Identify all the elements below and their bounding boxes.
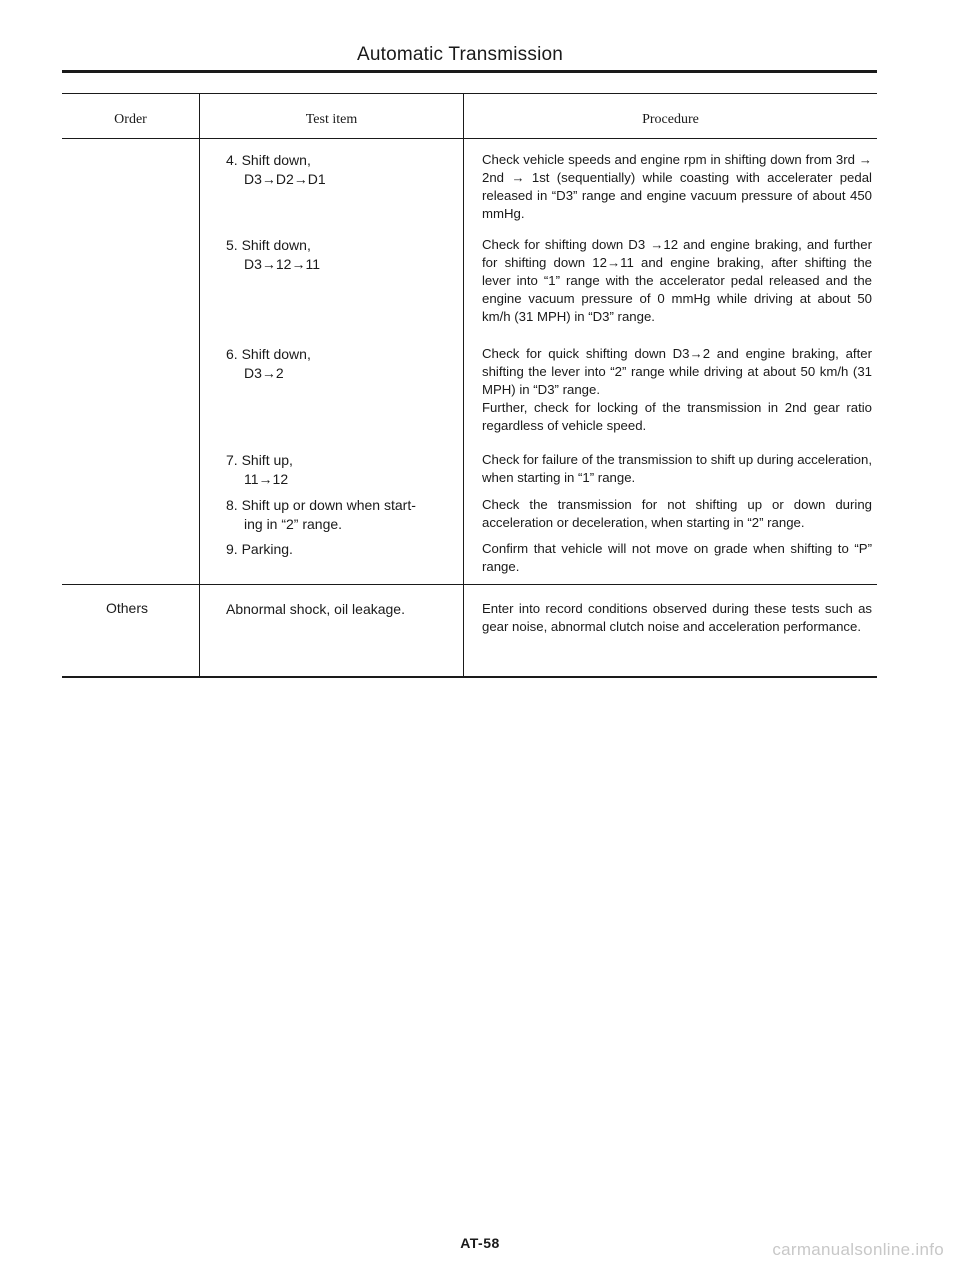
test-item-label: 5. Shift down,	[226, 237, 311, 253]
header-rule	[62, 70, 877, 73]
test-item-label: 9. Parking.	[226, 541, 293, 557]
test-item-sub: D3→2	[244, 365, 284, 381]
test-item-cell	[226, 236, 458, 274]
test-item-cell: Abnormal shock, oil leakage.	[226, 601, 405, 617]
table-top-rule	[62, 93, 877, 94]
procedure-extra-text: Further, check for locking of the transmission in 2nd gear ratio regardless of vehicle speed.	[482, 400, 872, 433]
test-item-cell	[226, 451, 458, 489]
column-header-test-item: Test item	[305, 112, 358, 127]
header-row-rule	[62, 138, 877, 139]
test-item-label: 4. Shift down,	[226, 152, 311, 168]
page-title: Automatic Transmission	[356, 44, 564, 65]
others-row-rule	[62, 584, 877, 585]
test-item-label: 8. Shift up or down when start-	[226, 497, 416, 513]
column-divider-1	[199, 93, 200, 677]
page-number: AT-58	[460, 1235, 500, 1251]
column-header-procedure: Procedure	[642, 112, 699, 127]
procedure-cell: Check the transmission for not shifting up or down during acceleration or deceleration, when starting in “2” range.	[482, 497, 872, 530]
test-item-sub: D3→12→11	[244, 256, 321, 272]
watermark: carmanualsonline.info	[772, 1240, 944, 1259]
test-item-sub: 11→12	[244, 471, 289, 487]
test-item-sub: ing in “2” range.	[244, 516, 343, 532]
procedure-cell: Enter into record conditions observed during these tests such as gear noise, abnormal clutch noise and acceleration performance.	[482, 601, 872, 634]
procedure-cell: Check for failure of the transmission to shift up during acceleration, when starting in “1” range.	[482, 452, 872, 485]
test-item-cell	[226, 496, 458, 534]
procedure-cell	[482, 345, 872, 435]
test-item-cell	[226, 345, 458, 383]
order-cell: Others	[105, 600, 148, 616]
procedure-cell: Confirm that vehicle will not move on grade when shifting to “P” range.	[482, 541, 872, 574]
procedure-cell: Check for shifting down D3 →12 and engine braking, and further for shifting down 12→11 and engine braking, after shifting the lever into “1” range with the accelerator pedal released and the engine vacuum pressure of 0 mmHg while driving at about 50 km/h (31 MPH) in “D3” range.	[482, 237, 872, 324]
test-item-label: 7. Shift up,	[226, 452, 293, 468]
table-bottom-rule	[62, 676, 877, 678]
procedure-cell: Check vehicle speeds and engine rpm in shifting down from 3rd → 2nd → 1st (sequentially) while coasting with accelerater pedal released in “D3” range and engine vacuum pressure of about 450 mmHg.	[482, 152, 872, 221]
column-header-order: Order	[114, 112, 147, 127]
column-divider-2	[463, 93, 464, 677]
test-item-label: 6. Shift down,	[226, 346, 311, 362]
test-item-cell	[226, 151, 458, 189]
test-item-cell	[226, 540, 458, 559]
procedure-text: Check for quick shifting down D3→2 and engine braking, after shifting the lever into “2” range while driving at about 50 km/h (31 MPH) in “D3” range.	[482, 346, 872, 397]
test-item-sub: D3→D2→D1	[244, 171, 326, 187]
